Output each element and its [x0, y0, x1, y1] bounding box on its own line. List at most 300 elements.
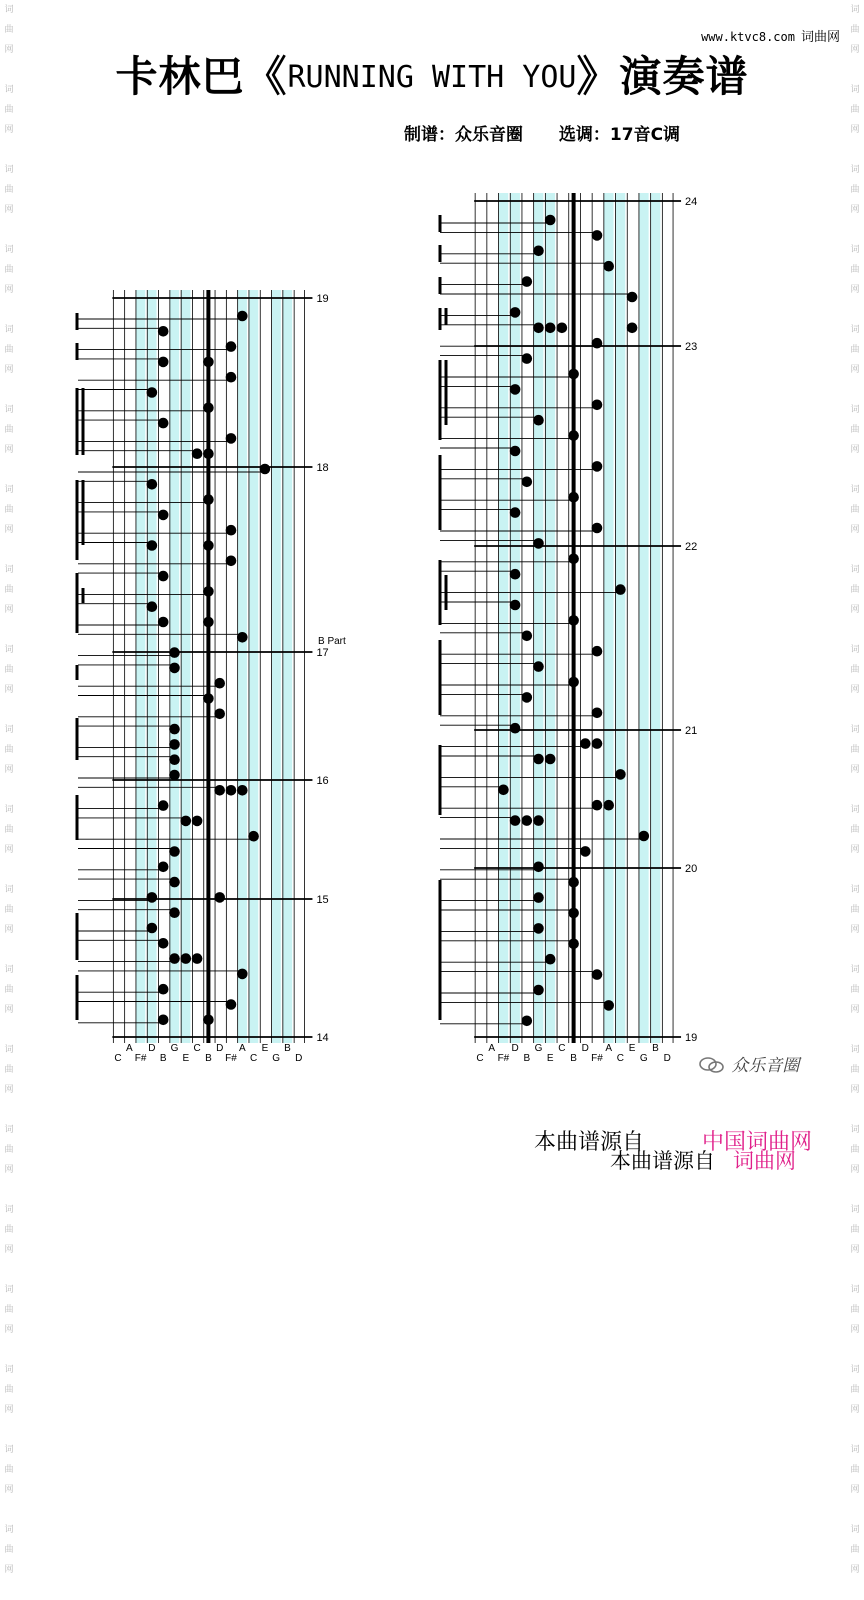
watermark-char: 网 — [850, 1565, 860, 1575]
note-dot — [533, 754, 544, 765]
watermark-char: 曲 — [850, 1465, 860, 1475]
note-dot — [169, 739, 180, 750]
watermark-char: 曲 — [850, 265, 860, 275]
watermark-char: 曲 — [4, 185, 14, 195]
tine-highlight — [272, 290, 281, 1043]
watermark-char: 网 — [4, 1165, 14, 1175]
tine-highlight — [604, 193, 614, 1043]
watermark-char: 网 — [4, 445, 14, 455]
watermark-char: 词 — [850, 1525, 860, 1535]
watermark-char: 网 — [850, 1325, 860, 1335]
note-dot — [169, 770, 180, 781]
note-dot — [158, 357, 169, 368]
watermark-char: 词 — [4, 1045, 14, 1055]
wechat-mark — [698, 1051, 799, 1076]
note-dot — [545, 323, 556, 334]
note-dot — [203, 1015, 214, 1026]
watermark-char: 词 — [4, 325, 14, 335]
watermark-char: 词 — [850, 85, 860, 95]
watermark-char: 曲 — [4, 105, 14, 115]
note-dot — [545, 215, 556, 226]
note-dot — [158, 326, 169, 337]
note-dot — [158, 418, 169, 429]
watermark-char: 词 — [850, 725, 860, 735]
watermark-char: 曲 — [4, 1385, 14, 1395]
watermark-char: 网 — [850, 1485, 860, 1495]
note-dot — [533, 538, 544, 549]
watermark-char: 曲 — [850, 185, 860, 195]
watermark-char: 曲 — [4, 825, 14, 835]
note-dot — [568, 492, 579, 503]
watermark-char: 网 — [850, 685, 860, 695]
note-dot — [158, 800, 169, 811]
note-dot — [522, 692, 533, 703]
note-dot — [533, 985, 544, 996]
measure-number: 24 — [685, 196, 698, 208]
note-dot — [592, 461, 603, 472]
note-dot — [510, 507, 521, 518]
watermark-gap — [848, 1580, 862, 1600]
tine-highlight — [249, 290, 258, 1043]
tine-highlight — [534, 193, 544, 1043]
note-dot — [510, 307, 521, 318]
note-dot — [533, 415, 544, 426]
note-dot — [169, 663, 180, 674]
key-label: B — [284, 1043, 291, 1054]
watermark-char: 网 — [4, 125, 14, 135]
key-label: C — [616, 1053, 625, 1064]
key-label: G — [534, 1043, 543, 1054]
note-dot — [592, 969, 603, 980]
note-dot — [237, 632, 248, 643]
note-dot — [147, 601, 158, 612]
source-name[interactable]: 词曲网 — [733, 1149, 796, 1173]
note-dot — [545, 954, 556, 965]
note-dot — [568, 877, 579, 888]
tine-highlight — [545, 193, 555, 1043]
watermark-char: 曲 — [850, 825, 860, 835]
note-dot — [214, 892, 225, 903]
measure-number: 18 — [316, 462, 329, 474]
note-dot — [615, 769, 626, 780]
watermark-char: 词 — [850, 325, 860, 335]
watermark-char: 网 — [4, 205, 14, 215]
key-label: A — [238, 1043, 246, 1054]
note-dot — [169, 877, 180, 888]
measure-number: 22 — [685, 541, 698, 553]
watermark-char: 网 — [4, 845, 14, 855]
watermark-char: 网 — [4, 605, 14, 615]
watermark-char: 网 — [4, 1485, 14, 1495]
note-dot — [226, 785, 237, 796]
note-dot — [510, 384, 521, 395]
note-dot — [603, 1000, 614, 1011]
note-dot — [158, 984, 169, 995]
note-dot — [522, 1016, 533, 1027]
source-ghost-prefix: 本曲谱源自 — [534, 1130, 645, 1155]
note-dot — [169, 846, 180, 857]
note-dot — [237, 311, 248, 322]
note-dot — [545, 754, 556, 765]
note-dot — [568, 939, 579, 950]
watermark-char: 曲 — [4, 745, 14, 755]
note-dot — [580, 738, 591, 749]
note-dot — [192, 448, 203, 459]
note-dot — [237, 785, 248, 796]
watermark-char: 网 — [4, 1245, 14, 1255]
key-label: D — [581, 1043, 589, 1054]
tine-highlight — [639, 193, 649, 1043]
note-dot — [533, 923, 544, 934]
key-label: B — [205, 1053, 212, 1064]
key-label: G — [170, 1043, 179, 1054]
title-song: RUNNING WITH YOU — [287, 60, 577, 95]
watermark-char: 词 — [4, 1445, 14, 1455]
source-ghost-name: 中国词曲网 — [702, 1130, 813, 1155]
watermark-char: 曲 — [850, 905, 860, 915]
watermark-char: 词 — [4, 885, 14, 895]
watermark-char: 曲 — [850, 105, 860, 115]
watermark-char: 词 — [4, 1365, 14, 1375]
watermark-char: 网 — [4, 1085, 14, 1095]
note-dot — [147, 387, 158, 398]
measure-number: 17 — [316, 647, 329, 659]
watermark-char: 词 — [850, 405, 860, 415]
note-dot — [533, 661, 544, 672]
watermark-char: 网 — [850, 1405, 860, 1415]
key-label: 选调：17音C调 — [558, 125, 681, 145]
watermark-char: 词 — [4, 805, 14, 815]
note-dot — [557, 323, 568, 334]
watermark-char: 词 — [4, 485, 14, 495]
watermark-char: 词 — [4, 405, 14, 415]
left-staff — [78, 290, 329, 1064]
title-prefix: 卡林巴《 — [115, 52, 288, 101]
watermark-char: 曲 — [850, 345, 860, 355]
note-dot — [522, 477, 533, 488]
watermark-char: 曲 — [4, 1145, 14, 1155]
key-label: A — [125, 1043, 133, 1054]
key-label: E — [182, 1053, 190, 1064]
note-dot — [510, 815, 521, 826]
note-dot — [592, 338, 603, 349]
watermark-char: 网 — [850, 525, 860, 535]
watermark-char: 词 — [850, 885, 860, 895]
key-label: D — [216, 1043, 224, 1054]
watermark-gap — [2, 1340, 16, 1360]
watermark-char: 曲 — [4, 1065, 14, 1075]
watermark-char: 曲 — [4, 505, 14, 515]
watermark-char: 曲 — [4, 905, 14, 915]
watermark-char: 网 — [4, 45, 14, 55]
watermark-gap — [848, 1260, 862, 1280]
watermark-char: 词 — [850, 805, 860, 815]
watermark-char: 曲 — [850, 985, 860, 995]
note-dot — [498, 785, 509, 796]
watermark-char: 曲 — [850, 1065, 860, 1075]
note-dot — [639, 831, 650, 842]
key-label: F# — [497, 1053, 510, 1064]
note-dot — [226, 433, 237, 444]
watermark-char: 曲 — [850, 745, 860, 755]
watermark-char: 词 — [850, 485, 860, 495]
note-dot — [603, 261, 614, 272]
note-dot — [226, 556, 237, 567]
tine-highlight — [283, 290, 292, 1043]
note-dot — [592, 523, 603, 534]
note-dot — [226, 525, 237, 536]
note-dot — [147, 540, 158, 551]
tine-highlight — [499, 193, 509, 1043]
key-label: B — [652, 1043, 659, 1054]
source-prefix: 本曲谱源自 — [610, 1149, 715, 1173]
watermark-char: 网 — [4, 365, 14, 375]
watermark-char: 词 — [850, 5, 860, 15]
watermark-char: 曲 — [4, 585, 14, 595]
key-label: F# — [225, 1053, 237, 1064]
note-dot — [533, 323, 544, 334]
key-label: A — [488, 1043, 496, 1054]
watermark-char: 词 — [4, 645, 14, 655]
note-dot — [568, 908, 579, 919]
watermark-char: 网 — [4, 285, 14, 295]
key-label: G — [639, 1053, 648, 1064]
watermark-char: 网 — [4, 525, 14, 535]
note-dot — [592, 400, 603, 411]
note-dot — [147, 892, 158, 903]
watermark-char: 曲 — [4, 345, 14, 355]
watermark-char: 曲 — [850, 425, 860, 435]
watermark-char: 词 — [850, 245, 860, 255]
note-dot — [248, 831, 259, 842]
watermark-char: 曲 — [4, 1545, 14, 1555]
watermark-char: 网 — [850, 1085, 860, 1095]
tine-highlight — [510, 193, 520, 1043]
key-label: D — [295, 1053, 303, 1064]
note-dot — [226, 372, 237, 383]
note-dot — [580, 846, 591, 857]
key-label: D — [511, 1043, 519, 1054]
watermark-char: 词 — [850, 1125, 860, 1135]
watermark-char: 网 — [4, 925, 14, 935]
watermark-char: 网 — [850, 445, 860, 455]
watermark-char: 词 — [4, 725, 14, 735]
note-dot — [510, 723, 521, 734]
note-dot — [533, 246, 544, 257]
key-label: C — [193, 1043, 201, 1054]
note-dot — [592, 800, 603, 811]
note-dot — [203, 357, 214, 368]
watermark-char: 曲 — [850, 1545, 860, 1555]
watermark-gap — [2, 1500, 16, 1520]
note-dot — [203, 448, 214, 459]
watermark-gap — [848, 1420, 862, 1440]
watermark-char: 曲 — [850, 1225, 860, 1235]
note-dot — [158, 510, 169, 521]
watermark-char: 词 — [850, 1365, 860, 1375]
watermark-char: 曲 — [850, 585, 860, 595]
note-dot — [615, 584, 626, 595]
key-label: D — [148, 1043, 156, 1054]
note-dot — [226, 999, 237, 1010]
note-dot — [568, 430, 579, 441]
tine-highlight — [651, 193, 661, 1043]
site-url[interactable]: www.ktvc8.com — [701, 30, 795, 44]
source-line — [610, 1145, 796, 1175]
measure-number: 19 — [685, 1032, 698, 1044]
watermark-char: 网 — [850, 925, 860, 935]
measure-number: 15 — [316, 894, 329, 906]
watermark-char: 词 — [4, 5, 14, 15]
note-dot — [147, 923, 158, 934]
note-dot — [568, 615, 579, 626]
watermark-char: 词 — [4, 245, 14, 255]
note-dot — [203, 494, 214, 505]
note-dot — [169, 647, 180, 658]
watermark-char: 词 — [4, 1125, 14, 1135]
measure-number: 20 — [685, 863, 698, 875]
watermark-char: 网 — [4, 765, 14, 775]
watermark-char: 网 — [850, 845, 860, 855]
watermark-char: 词 — [850, 165, 860, 175]
arranger-label: 制谱：众乐音圈 — [404, 125, 523, 145]
watermark-gap — [2, 1420, 16, 1440]
watermark-char: 网 — [850, 1005, 860, 1015]
watermark-char: 曲 — [4, 665, 14, 675]
watermark-char: 网 — [4, 1405, 14, 1415]
note-dot — [522, 815, 533, 826]
note-dot — [568, 554, 579, 565]
site-brand: 词曲网 — [800, 30, 840, 45]
key-label: C — [249, 1053, 258, 1064]
watermark-char: 曲 — [4, 25, 14, 35]
key-label: D — [663, 1053, 671, 1064]
watermark-char: 曲 — [4, 1305, 14, 1315]
note-dot — [568, 369, 579, 380]
watermark-char: 曲 — [4, 425, 14, 435]
watermark-char: 网 — [850, 765, 860, 775]
key-label: F# — [591, 1053, 603, 1064]
watermark-char: 网 — [850, 365, 860, 375]
note-dot — [214, 785, 225, 796]
watermark-char: 网 — [850, 605, 860, 615]
watermark-char: 曲 — [4, 1225, 14, 1235]
note-dot — [203, 403, 214, 414]
note-dot — [158, 617, 169, 628]
note-dot — [226, 341, 237, 352]
watermark-char: 词 — [4, 1285, 14, 1295]
measure-number: 23 — [685, 341, 698, 353]
note-dot — [214, 678, 225, 689]
note-dot — [260, 464, 271, 475]
note-dot — [214, 709, 225, 720]
watermark-char: 词 — [4, 1525, 14, 1535]
note-dot — [522, 276, 533, 287]
watermark-char: 网 — [850, 1165, 860, 1175]
watermark-char: 词 — [850, 645, 860, 655]
key-label: G — [272, 1053, 281, 1064]
note-dot — [510, 600, 521, 611]
watermark-char: 词 — [4, 565, 14, 575]
watermark-char: 曲 — [4, 1465, 14, 1475]
key-label: E — [628, 1043, 636, 1054]
note-dot — [603, 800, 614, 811]
key-label: C — [558, 1043, 566, 1054]
note-dot — [627, 292, 638, 303]
watermark-char: 曲 — [850, 1305, 860, 1315]
watermark-char: 网 — [850, 125, 860, 135]
tine-highlight — [136, 290, 145, 1043]
watermark-gap — [2, 1580, 16, 1600]
note-dot — [169, 754, 180, 765]
watermark-char: 词 — [4, 1205, 14, 1215]
watermark-char: 词 — [850, 965, 860, 975]
tine-highlight — [181, 290, 190, 1043]
note-dot — [181, 816, 192, 827]
watermark-char: 网 — [4, 1325, 14, 1335]
watermark-char: 曲 — [850, 1385, 860, 1395]
note-dot — [203, 586, 214, 597]
watermark-char: 曲 — [4, 265, 14, 275]
measure-number: 16 — [316, 775, 329, 787]
tine-highlight — [616, 193, 626, 1043]
note-dot — [510, 446, 521, 457]
title-suffix: 》演奏谱 — [576, 52, 749, 101]
key-label: F# — [134, 1053, 147, 1064]
measure-number: 14 — [316, 1032, 329, 1044]
key-label: E — [261, 1043, 269, 1054]
watermark-char: 网 — [850, 205, 860, 215]
key-label: C — [476, 1053, 484, 1064]
note-dot — [192, 953, 203, 964]
key-label: B — [523, 1053, 531, 1064]
watermark-char: 网 — [4, 1565, 14, 1575]
watermark-char: 词 — [850, 565, 860, 575]
key-label: B — [570, 1053, 577, 1064]
tine-highlight — [238, 290, 247, 1043]
watermark-char: 曲 — [4, 985, 14, 995]
note-dot — [181, 953, 192, 964]
watermark-char: 曲 — [850, 505, 860, 515]
watermark-char: 词 — [850, 1445, 860, 1455]
note-dot — [522, 631, 533, 642]
watermark-char: 网 — [4, 1005, 14, 1015]
note-dot — [158, 938, 169, 949]
watermark-char: 曲 — [850, 25, 860, 35]
watermark-gap — [2, 1260, 16, 1280]
note-dot — [592, 708, 603, 719]
note-dot — [158, 862, 169, 873]
note-dot — [568, 677, 579, 688]
watermark-char: 词 — [850, 1045, 860, 1055]
note-dot — [192, 816, 203, 827]
watermark-char: 词 — [850, 1205, 860, 1215]
watermark-char: 曲 — [850, 1145, 860, 1155]
note-dot — [533, 815, 544, 826]
measure-number: 19 — [316, 293, 329, 305]
note-dot — [203, 540, 214, 551]
key-label: A — [605, 1043, 613, 1054]
watermark-char: 词 — [850, 1285, 860, 1295]
watermark-char: 词 — [4, 85, 14, 95]
note-dot — [627, 323, 638, 334]
watermark-char: 词 — [4, 165, 14, 175]
note-dot — [522, 353, 533, 364]
wechat-icon — [698, 1056, 726, 1074]
section-label: B Part — [318, 636, 346, 647]
note-dot — [203, 693, 214, 704]
watermark-gap — [848, 1500, 862, 1520]
